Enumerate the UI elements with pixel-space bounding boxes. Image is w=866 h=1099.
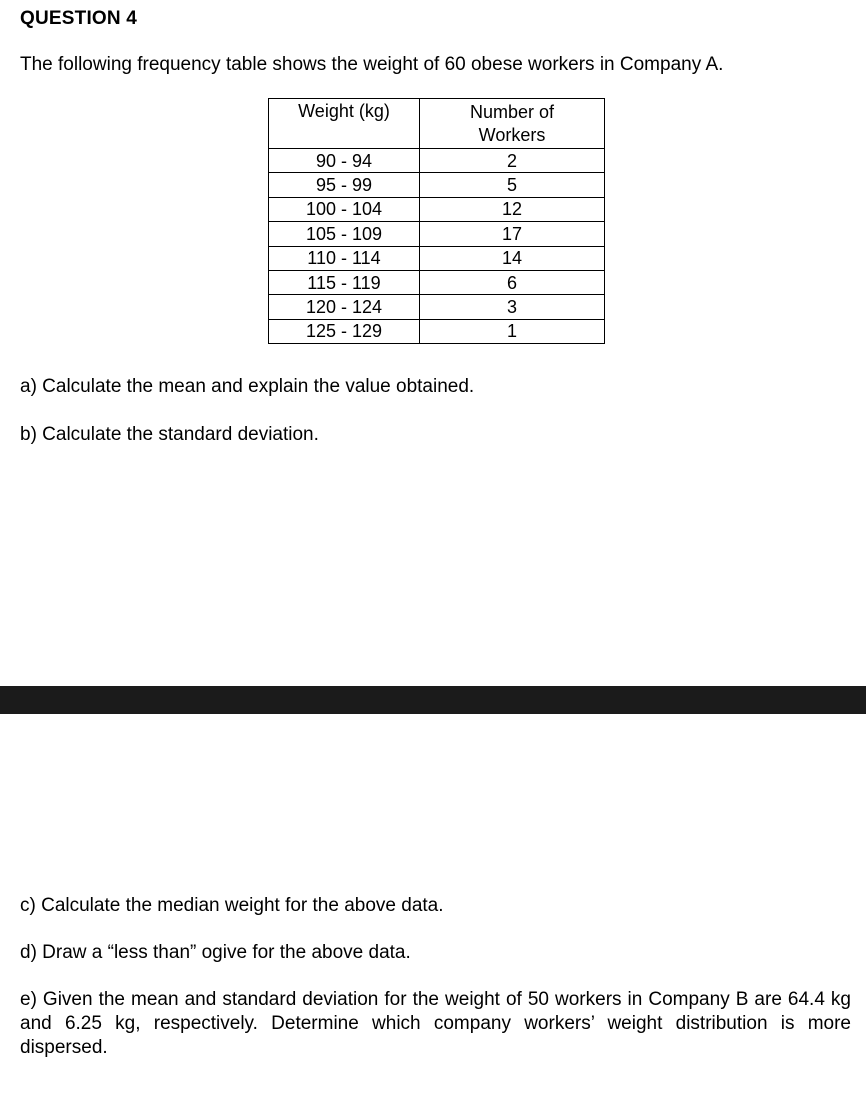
weight-cell: 115 - 119 [269, 270, 420, 294]
table-row [269, 295, 605, 319]
table-row [269, 149, 605, 173]
count-cell: 1 [420, 319, 605, 343]
header-number-line2: Workers [478, 124, 546, 145]
weight-cell: 120 - 124 [269, 295, 420, 319]
count-cell: 5 [420, 173, 605, 197]
table-header-row [269, 99, 605, 149]
weight-cell: 90 - 94 [269, 149, 420, 173]
table-row [269, 319, 605, 343]
table-row [269, 222, 605, 246]
count-cell: 3 [420, 295, 605, 319]
header-number-line1: Number of [469, 101, 555, 122]
weight-cell: 105 - 109 [269, 222, 420, 246]
weight-cell: 100 - 104 [269, 197, 420, 221]
question-intro: The following frequency table shows the weight of 60 obese workers in Company A. [20, 54, 724, 75]
table-row [269, 197, 605, 221]
header-number-of-workers [420, 99, 605, 149]
count-cell: 2 [420, 149, 605, 173]
table-row [269, 246, 605, 270]
header-weight: Weight (kg) [269, 99, 420, 149]
question-a: a) Calculate the mean and explain the value obtained. [20, 376, 475, 397]
table-row [269, 270, 605, 294]
question-b: b) Calculate the standard deviation. [20, 424, 319, 445]
question-title: QUESTION 4 [20, 8, 138, 29]
page-divider-bar [0, 686, 866, 714]
frequency-table [268, 98, 605, 344]
count-cell: 12 [420, 197, 605, 221]
count-cell: 17 [420, 222, 605, 246]
weight-cell: 110 - 114 [269, 246, 420, 270]
question-d: d) Draw a “less than” ogive for the above data. [20, 942, 411, 963]
weight-cell: 125 - 129 [269, 319, 420, 343]
question-e: e) Given the mean and standard deviation for the weight of 50 workers in Company B are 64.4 kg and 6.25 kg, respectively. Determine which company workers’ weight distribution is more dispersed. [20, 989, 851, 1058]
count-cell: 14 [420, 246, 605, 270]
table-row [269, 173, 605, 197]
question-c: c) Calculate the median weight for the above data. [20, 895, 444, 916]
count-cell: 6 [420, 270, 605, 294]
weight-cell: 95 - 99 [269, 173, 420, 197]
